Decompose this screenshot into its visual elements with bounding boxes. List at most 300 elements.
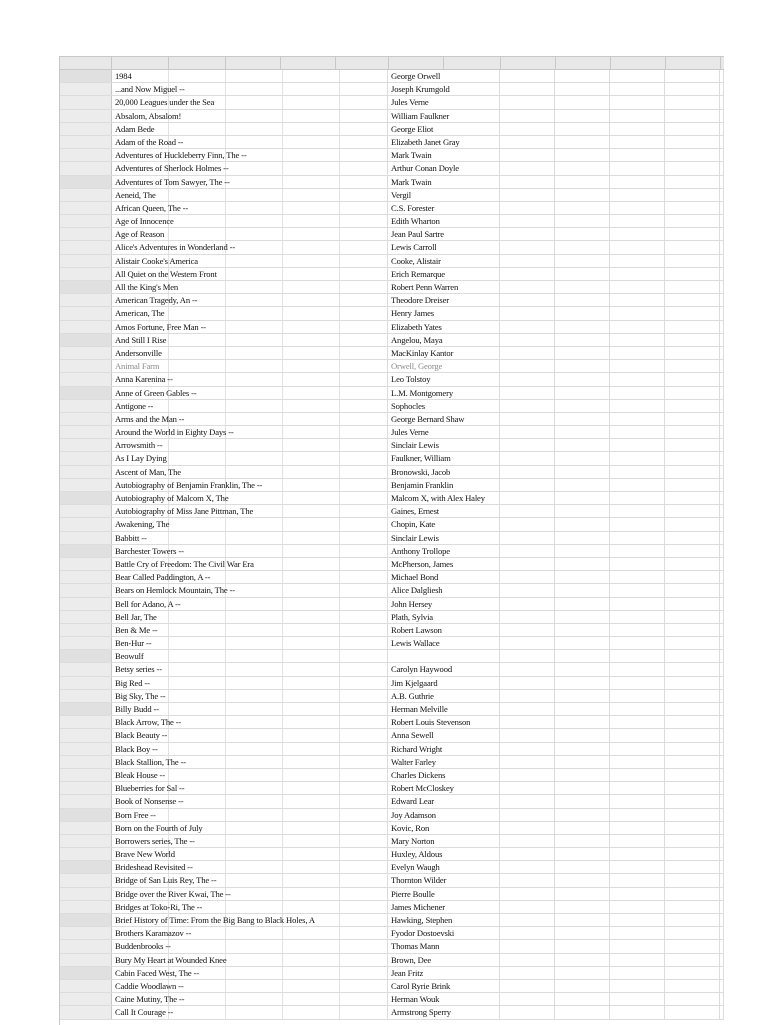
title-cell[interactable]: All Quiet on the Western Front (112, 268, 388, 280)
title-cell[interactable]: Betsy series -- (112, 663, 388, 675)
row-header[interactable] (60, 558, 112, 570)
row-header[interactable] (60, 663, 112, 675)
title-cell[interactable]: Bridge of San Luis Rey, The -- (112, 874, 388, 886)
title-cell[interactable]: Antigone -- (112, 400, 388, 412)
empty-cells[interactable] (500, 176, 724, 188)
row-header[interactable] (60, 466, 112, 478)
empty-cells[interactable] (500, 756, 724, 768)
author-cell[interactable]: Mary Norton (388, 835, 500, 847)
title-cell[interactable]: And Still I Rise (112, 334, 388, 346)
author-cell[interactable]: Jean Fritz (388, 967, 500, 979)
row-header[interactable] (60, 294, 112, 306)
author-cell[interactable]: Sinclair Lewis (388, 439, 500, 451)
title-cell[interactable]: Billy Budd -- (112, 703, 388, 715)
table-row (60, 479, 724, 492)
row-header[interactable] (60, 756, 112, 768)
title-cell[interactable]: Big Red -- (112, 677, 388, 689)
row-header[interactable] (60, 729, 112, 741)
author-cell[interactable]: Fyodor Dostoevski (388, 927, 500, 939)
empty-cells[interactable] (500, 795, 724, 807)
empty-cells[interactable] (500, 373, 724, 385)
title-cell[interactable]: Black Stallion, The -- (112, 756, 388, 768)
author-cell[interactable]: Gaines, Ernest (388, 505, 500, 517)
title-cell[interactable]: Anne of Green Gables -- (112, 387, 388, 399)
row-header[interactable] (60, 439, 112, 451)
empty-cells[interactable] (500, 624, 724, 636)
empty-cells[interactable] (500, 532, 724, 544)
title-cell[interactable]: Age of Innocence (112, 215, 388, 227)
author-cell[interactable]: Elizabeth Janet Gray (388, 136, 500, 148)
row-header[interactable] (60, 690, 112, 702)
row-header[interactable] (60, 241, 112, 253)
author-cell[interactable]: Theodore Dreiser (388, 294, 500, 306)
row-header[interactable] (60, 571, 112, 583)
row-header[interactable] (60, 505, 112, 517)
author-cell[interactable]: Edith Wharton (388, 215, 500, 227)
author-cell[interactable]: Armstrong Sperry (388, 1006, 500, 1018)
author-cell[interactable]: Angelou, Maya (388, 334, 500, 346)
empty-cells[interactable] (500, 598, 724, 610)
author-cell[interactable]: Robert Louis Stevenson (388, 716, 500, 728)
author-cell[interactable]: George Orwell (388, 70, 500, 82)
empty-cells[interactable] (500, 241, 724, 253)
row-header[interactable] (60, 954, 112, 966)
empty-cells[interactable] (500, 954, 724, 966)
title-cell[interactable]: Arms and the Man -- (112, 413, 388, 425)
row-header[interactable] (60, 373, 112, 385)
title-cell[interactable]: Bears on Hemlock Mountain, The -- (112, 584, 388, 596)
empty-cells[interactable] (500, 123, 724, 135)
title-cell[interactable]: Aeneid, The (112, 189, 388, 201)
title-cell[interactable]: 1984 (112, 70, 388, 82)
row-header[interactable] (60, 176, 112, 188)
row-header[interactable] (60, 927, 112, 939)
author-cell[interactable]: C.S. Forester (388, 202, 500, 214)
author-cell[interactable]: Jean Paul Sartre (388, 228, 500, 240)
empty-cells[interactable] (500, 571, 724, 583)
author-cell[interactable]: Vergil (388, 189, 500, 201)
title-cell[interactable]: Andersonville (112, 347, 388, 359)
title-cell[interactable]: Book of Nonsense -- (112, 795, 388, 807)
table-row (60, 861, 724, 874)
empty-cells[interactable] (500, 215, 724, 227)
row-header[interactable] (60, 479, 112, 491)
title-cell[interactable]: Black Beauty -- (112, 729, 388, 741)
title-cell[interactable]: Alistair Cooke's America (112, 255, 388, 267)
empty-cells[interactable] (500, 162, 724, 174)
row-header[interactable] (60, 1006, 112, 1018)
empty-cells[interactable] (500, 360, 724, 372)
row-header[interactable] (60, 268, 112, 280)
empty-cells[interactable] (500, 611, 724, 623)
author-cell[interactable]: Chopin, Kate (388, 518, 500, 530)
title-cell[interactable]: Bell for Adano, A -- (112, 598, 388, 610)
title-cell[interactable]: American, The (112, 307, 388, 319)
title-cell[interactable]: Bell Jar, The (112, 611, 388, 623)
empty-cells[interactable] (500, 492, 724, 504)
title-cell[interactable]: Beowulf (112, 650, 388, 662)
title-cell[interactable]: Arrowsmith -- (112, 439, 388, 451)
row-header[interactable] (60, 624, 112, 636)
row-header[interactable] (60, 637, 112, 649)
author-cell[interactable]: John Hersey (388, 598, 500, 610)
row-header[interactable] (60, 400, 112, 412)
author-cell[interactable]: Kovic, Ron (388, 822, 500, 834)
author-cell[interactable]: George Eliot (388, 123, 500, 135)
row-header[interactable] (60, 347, 112, 359)
row-header[interactable] (60, 650, 112, 662)
empty-cells[interactable] (500, 558, 724, 570)
author-cell[interactable]: Huxley, Aldous (388, 848, 500, 860)
author-cell[interactable]: Alice Dalgliesh (388, 584, 500, 596)
title-cell[interactable]: Born on the Fourth of July (112, 822, 388, 834)
empty-cells[interactable] (500, 980, 724, 992)
author-cell[interactable]: McPherson, James (388, 558, 500, 570)
title-cell[interactable]: Anna Karenina -- (112, 373, 388, 385)
empty-cells[interactable] (500, 993, 724, 1005)
empty-cells[interactable] (500, 400, 724, 412)
row-header[interactable] (60, 70, 112, 82)
title-cell[interactable]: Autobiography of Benjamin Franklin, The -- (112, 479, 388, 491)
author-cell[interactable]: Robert Penn Warren (388, 281, 500, 293)
row-header[interactable] (60, 492, 112, 504)
row-header[interactable] (60, 584, 112, 596)
row-header[interactable] (60, 452, 112, 464)
title-cell[interactable]: African Queen, The -- (112, 202, 388, 214)
title-cell[interactable]: 20,000 Leagues under the Sea (112, 96, 388, 108)
author-cell[interactable]: A.B. Guthrie (388, 690, 500, 702)
title-cell[interactable]: Black Arrow, The -- (112, 716, 388, 728)
title-cell[interactable]: Alice's Adventures in Wonderland -- (112, 241, 388, 253)
empty-cells[interactable] (500, 83, 724, 95)
table-row (60, 584, 724, 597)
empty-cells[interactable] (500, 743, 724, 755)
empty-cells[interactable] (500, 466, 724, 478)
empty-cells[interactable] (500, 426, 724, 438)
row-header[interactable] (60, 426, 112, 438)
row-header[interactable] (60, 96, 112, 108)
row-header[interactable] (60, 611, 112, 623)
author-cell[interactable]: James Michener (388, 901, 500, 913)
author-cell[interactable]: Benjamin Franklin (388, 479, 500, 491)
empty-cells[interactable] (500, 294, 724, 306)
author-cell[interactable]: Richard Wright (388, 743, 500, 755)
row-header[interactable] (60, 136, 112, 148)
empty-cells[interactable] (500, 716, 724, 728)
author-cell[interactable]: George Bernard Shaw (388, 413, 500, 425)
empty-cells[interactable] (500, 650, 724, 662)
empty-cells[interactable] (500, 110, 724, 122)
row-header[interactable] (60, 677, 112, 689)
author-cell[interactable]: Herman Melville (388, 703, 500, 715)
row-header[interactable] (60, 598, 112, 610)
empty-cells[interactable] (500, 439, 724, 451)
author-cell[interactable]: Lewis Wallace (388, 637, 500, 649)
author-cell[interactable]: Brown, Dee (388, 954, 500, 966)
title-cell[interactable]: Big Sky, The -- (112, 690, 388, 702)
table-row (60, 769, 724, 782)
row-header[interactable] (60, 202, 112, 214)
row-header[interactable] (60, 716, 112, 728)
empty-cells[interactable] (500, 888, 724, 900)
author-cell[interactable]: Jules Verne (388, 96, 500, 108)
table-row (60, 123, 724, 136)
title-cell[interactable]: Ben & Me -- (112, 624, 388, 636)
title-cell[interactable]: Adventures of Huckleberry Finn, The -- (112, 149, 388, 161)
title-cell[interactable]: As I Lay Dying (112, 452, 388, 464)
title-cell[interactable]: ...and Now Miguel -- (112, 83, 388, 95)
author-cell[interactable]: Pierre Boulle (388, 888, 500, 900)
title-cell[interactable]: Bridge over the River Kwai, The -- (112, 888, 388, 900)
title-cell[interactable]: Buddenbrooks -- (112, 940, 388, 952)
author-cell[interactable]: Carolyn Haywood (388, 663, 500, 675)
row-header[interactable] (60, 307, 112, 319)
author-cell[interactable]: Jim Kjelgaard (388, 677, 500, 689)
title-cell[interactable]: Autobiography of Malcom X, The (112, 492, 388, 504)
row-header[interactable] (60, 940, 112, 952)
row-header[interactable] (60, 334, 112, 346)
row-header[interactable] (60, 215, 112, 227)
author-cell[interactable]: Plath, Sylvia (388, 611, 500, 623)
empty-cells[interactable] (500, 927, 724, 939)
row-header[interactable] (60, 321, 112, 333)
empty-cells[interactable] (500, 255, 724, 267)
row-header[interactable] (60, 162, 112, 174)
row-header[interactable] (60, 189, 112, 201)
row-header[interactable] (60, 228, 112, 240)
row-header[interactable] (60, 281, 112, 293)
title-cell[interactable]: Autobiography of Miss Jane Pittman, The (112, 505, 388, 517)
row-header[interactable] (60, 914, 112, 926)
title-cell[interactable]: Awakening, The (112, 518, 388, 530)
empty-cells[interactable] (500, 690, 724, 702)
title-cell[interactable]: Brothers Karamazov -- (112, 927, 388, 939)
row-header[interactable] (60, 149, 112, 161)
author-cell[interactable]: Sophocles (388, 400, 500, 412)
empty-cells[interactable] (500, 70, 724, 82)
author-cell[interactable]: Anna Sewell (388, 729, 500, 741)
empty-cells[interactable] (500, 452, 724, 464)
empty-cells[interactable] (500, 637, 724, 649)
empty-cells[interactable] (500, 347, 724, 359)
author-cell[interactable]: Leo Tolstoy (388, 373, 500, 385)
empty-cells[interactable] (500, 136, 724, 148)
title-cell[interactable]: Adventures of Tom Sawyer, The -- (112, 176, 388, 188)
title-cell[interactable]: Brave New World (112, 848, 388, 860)
author-cell[interactable]: Faulkner, William (388, 452, 500, 464)
empty-cells[interactable] (500, 967, 724, 979)
row-header[interactable] (60, 901, 112, 913)
author-cell[interactable]: L.M. Montgomery (388, 387, 500, 399)
empty-cells[interactable] (500, 835, 724, 847)
author-cell[interactable]: Malcom X, with Alex Haley (388, 492, 500, 504)
empty-cells[interactable] (500, 809, 724, 821)
author-cell[interactable]: Cooke, Alistair (388, 255, 500, 267)
author-cell[interactable]: Jules Verne (388, 426, 500, 438)
empty-cells[interactable] (500, 861, 724, 873)
author-cell[interactable]: Evelyn Waugh (388, 861, 500, 873)
title-cell[interactable]: Bear Called Paddington, A -- (112, 571, 388, 583)
row-header[interactable] (60, 967, 112, 979)
author-cell[interactable]: Carol Ryrie Brink (388, 980, 500, 992)
table-row (60, 268, 724, 281)
title-cell[interactable]: All the King's Men (112, 281, 388, 293)
author-cell[interactable]: Walter Farley (388, 756, 500, 768)
empty-cells[interactable] (500, 1006, 724, 1018)
empty-cells[interactable] (500, 268, 724, 280)
row-header[interactable] (60, 387, 112, 399)
title-cell[interactable]: Adventures of Sherlock Holmes -- (112, 162, 388, 174)
row-header[interactable] (60, 703, 112, 715)
title-cell[interactable]: Caine Mutiny, The -- (112, 993, 388, 1005)
author-cell[interactable]: Elizabeth Yates (388, 321, 500, 333)
empty-cells[interactable] (500, 703, 724, 715)
row-header[interactable] (60, 888, 112, 900)
author-cell[interactable]: Arthur Conan Doyle (388, 162, 500, 174)
row-header[interactable] (60, 545, 112, 557)
row-header[interactable] (60, 822, 112, 834)
author-cell[interactable]: Mark Twain (388, 149, 500, 161)
row-header[interactable] (60, 360, 112, 372)
empty-cells[interactable] (500, 914, 724, 926)
title-cell[interactable]: Ascent of Man, The (112, 466, 388, 478)
title-cell[interactable]: Black Boy -- (112, 743, 388, 755)
empty-cells[interactable] (500, 901, 724, 913)
empty-cells[interactable] (500, 874, 724, 886)
author-cell[interactable]: Robert Lawson (388, 624, 500, 636)
empty-cells[interactable] (500, 413, 724, 425)
row-header[interactable] (60, 255, 112, 267)
empty-cells[interactable] (500, 307, 724, 319)
empty-cells[interactable] (500, 677, 724, 689)
title-cell[interactable]: American Tragedy, An -- (112, 294, 388, 306)
author-cell[interactable]: Charles Dickens (388, 769, 500, 781)
row-header[interactable] (60, 874, 112, 886)
empty-cells[interactable] (500, 334, 724, 346)
table-row (60, 215, 724, 228)
row-header[interactable] (60, 835, 112, 847)
row-header[interactable] (60, 518, 112, 530)
empty-cells[interactable] (500, 940, 724, 952)
title-cell[interactable]: Bury My Heart at Wounded Knee (112, 954, 388, 966)
author-cell[interactable]: Edward Lear (388, 795, 500, 807)
author-cell[interactable]: Henry James (388, 307, 500, 319)
title-cell[interactable]: Bridges at Toko-Ri, The -- (112, 901, 388, 913)
title-cell[interactable]: Caddie Woodlawn -- (112, 980, 388, 992)
row-header[interactable] (60, 861, 112, 873)
title-cell[interactable]: Animal Farm (112, 360, 388, 372)
empty-cells[interactable] (500, 96, 724, 108)
author-cell[interactable]: MacKinlay Kantor (388, 347, 500, 359)
title-cell[interactable]: Adam of the Road -- (112, 136, 388, 148)
row-header[interactable] (60, 795, 112, 807)
row-header[interactable] (60, 532, 112, 544)
empty-cells[interactable] (500, 387, 724, 399)
author-cell[interactable]: Anthony Trollope (388, 545, 500, 557)
row-header[interactable] (60, 123, 112, 135)
title-cell[interactable]: Born Free -- (112, 809, 388, 821)
row-header[interactable] (60, 782, 112, 794)
row-header[interactable] (60, 993, 112, 1005)
author-cell[interactable]: Joseph Krumgold (388, 83, 500, 95)
title-cell[interactable]: Bleak House -- (112, 769, 388, 781)
title-cell[interactable]: Brideshead Revisited -- (112, 861, 388, 873)
table-row (60, 505, 724, 518)
table-row (60, 874, 724, 887)
author-cell[interactable]: Orwell, George (388, 360, 500, 372)
author-cell[interactable]: Thomas Mann (388, 940, 500, 952)
row-header[interactable] (60, 413, 112, 425)
title-cell[interactable]: Cabin Faced West, The -- (112, 967, 388, 979)
empty-cells[interactable] (500, 479, 724, 491)
title-cell[interactable]: Call It Courage -- (112, 1006, 388, 1018)
row-header[interactable] (60, 769, 112, 781)
author-cell[interactable] (388, 650, 500, 662)
empty-cells[interactable] (500, 584, 724, 596)
empty-cells[interactable] (500, 189, 724, 201)
row-header[interactable] (60, 980, 112, 992)
author-cell[interactable]: Sinclair Lewis (388, 532, 500, 544)
title-cell[interactable]: Battle Cry of Freedom: The Civil War Era (112, 558, 388, 570)
empty-cells[interactable] (500, 545, 724, 557)
empty-cells[interactable] (500, 321, 724, 333)
author-cell[interactable]: Robert McCloskey (388, 782, 500, 794)
author-cell[interactable]: Erich Remarque (388, 268, 500, 280)
row-header[interactable] (60, 83, 112, 95)
empty-cells[interactable] (500, 281, 724, 293)
author-cell[interactable]: Thornton Wilder (388, 874, 500, 886)
empty-cells[interactable] (500, 505, 724, 517)
empty-cells[interactable] (500, 729, 724, 741)
empty-cells[interactable] (500, 228, 724, 240)
row-header[interactable] (60, 110, 112, 122)
author-cell[interactable]: Hawking, Stephen (388, 914, 500, 926)
empty-cells[interactable] (500, 518, 724, 530)
author-cell[interactable]: Bronowski, Jacob (388, 466, 500, 478)
title-cell[interactable]: Blueberries for Sal -- (112, 782, 388, 794)
title-cell[interactable]: Adam Bede (112, 123, 388, 135)
table-row (60, 307, 724, 320)
title-cell[interactable]: Age of Reason (112, 228, 388, 240)
table-row (60, 202, 724, 215)
author-cell[interactable]: Joy Adamson (388, 809, 500, 821)
empty-cells[interactable] (500, 663, 724, 675)
author-cell[interactable]: William Faulkner (388, 110, 500, 122)
author-cell[interactable]: Herman Wouk (388, 993, 500, 1005)
table-row (60, 650, 724, 663)
author-cell[interactable]: Lewis Carroll (388, 241, 500, 253)
author-cell[interactable]: Mark Twain (388, 176, 500, 188)
title-cell[interactable]: Around the World in Eighty Days -- (112, 426, 388, 438)
title-cell[interactable]: Ben-Hur -- (112, 637, 388, 649)
row-header[interactable] (60, 809, 112, 821)
title-cell[interactable]: Absalom, Absalom! (112, 110, 388, 122)
title-cell[interactable]: Amos Fortune, Free Man -- (112, 321, 388, 333)
title-cell[interactable]: Barchester Towers -- (112, 545, 388, 557)
row-header[interactable] (60, 848, 112, 860)
title-cell[interactable]: Borrowers series, The -- (112, 835, 388, 847)
row-header[interactable] (60, 743, 112, 755)
title-cell[interactable]: Babbitt -- (112, 532, 388, 544)
empty-cells[interactable] (500, 202, 724, 214)
title-cell[interactable]: Brief History of Time: From the Big Bang to Black Holes, A (112, 914, 388, 926)
empty-cells[interactable] (500, 822, 724, 834)
empty-cells[interactable] (500, 769, 724, 781)
empty-cells[interactable] (500, 149, 724, 161)
empty-cells[interactable] (500, 782, 724, 794)
author-cell[interactable]: Michael Bond (388, 571, 500, 583)
empty-cells[interactable] (500, 848, 724, 860)
